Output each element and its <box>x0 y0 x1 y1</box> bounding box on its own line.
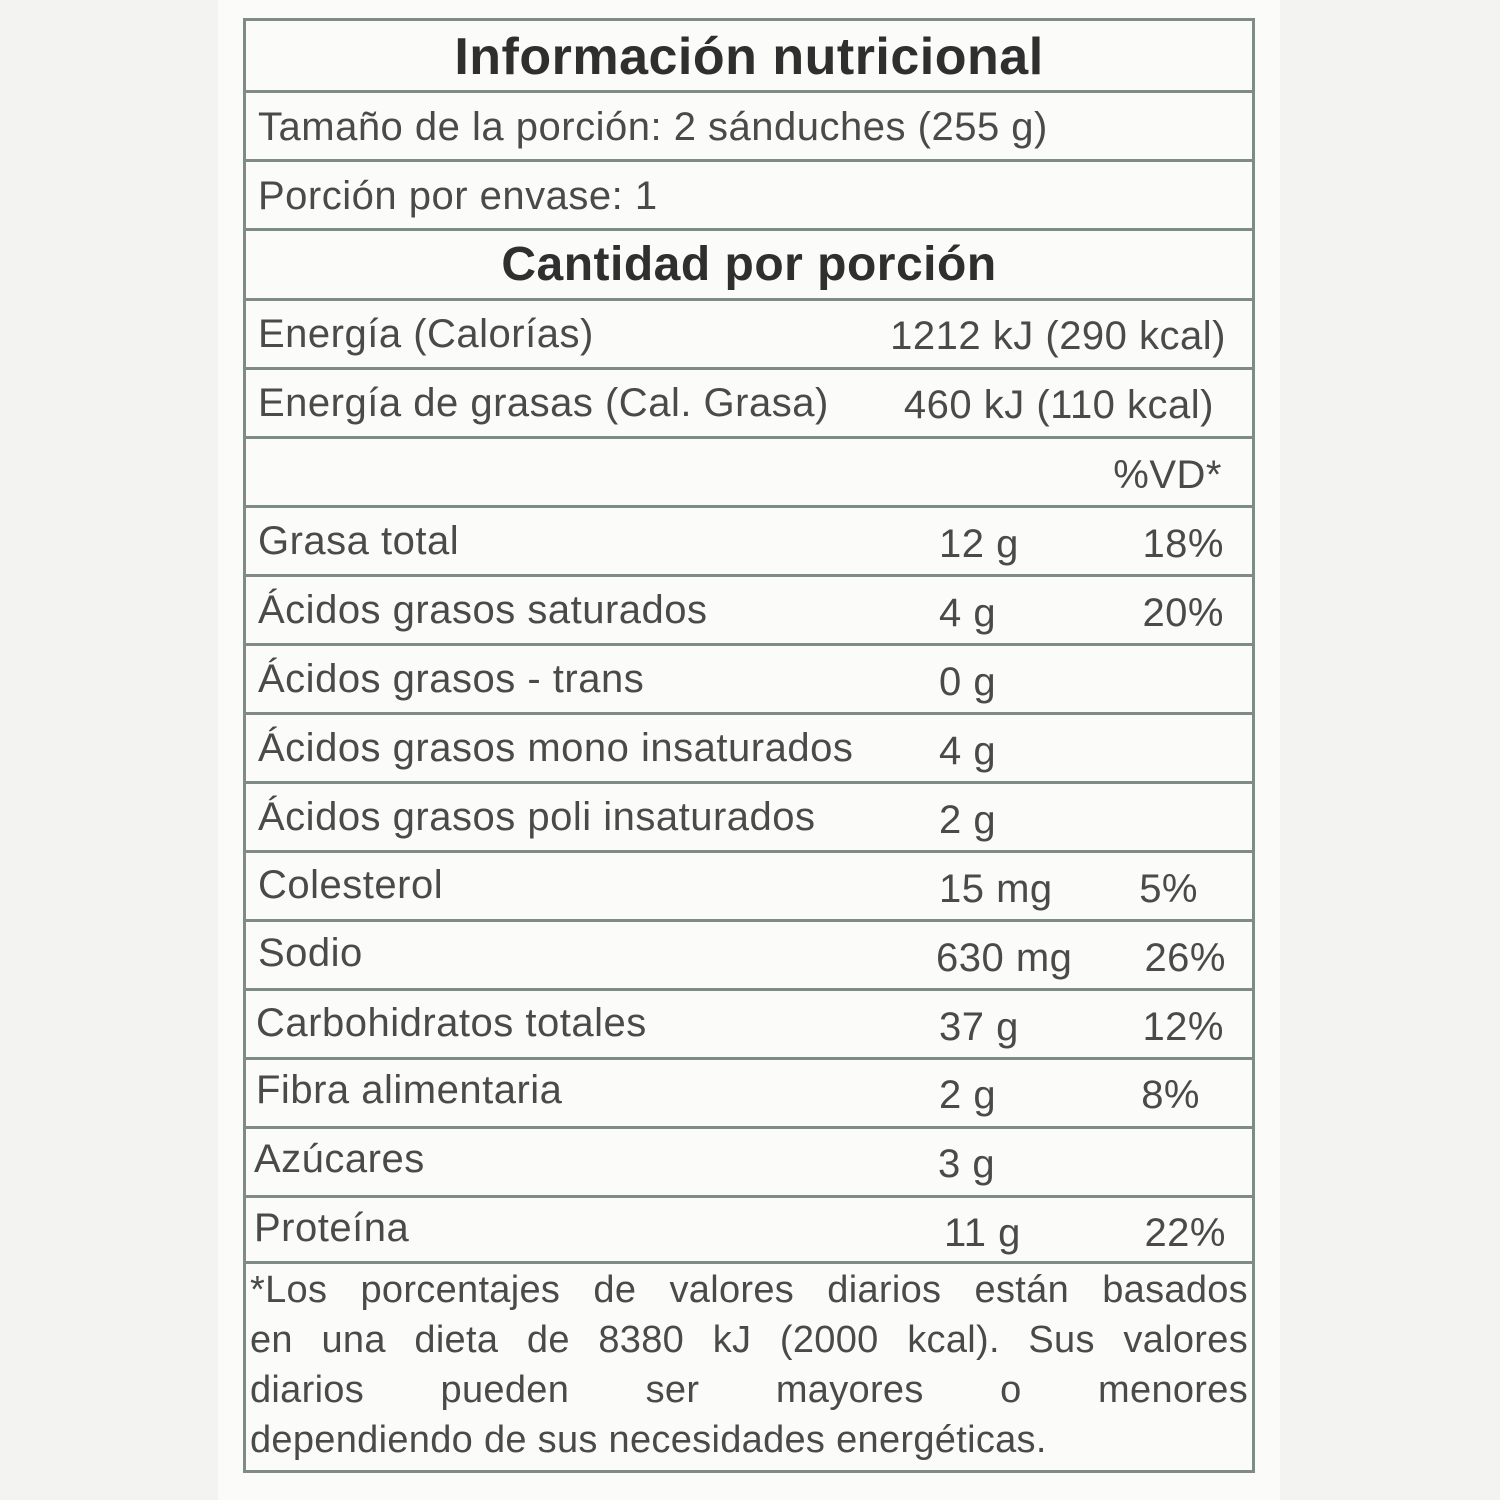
energy-label: Energía (Calorías) <box>258 312 594 356</box>
nutrient-amount: 2 g <box>939 1073 997 1117</box>
nutrient-row <box>246 715 1252 784</box>
nutrient-name: Ácidos grasos saturados <box>258 588 708 632</box>
nutrient-amount: 37 g <box>939 1005 1019 1049</box>
amount-per-serving-row <box>246 231 1252 301</box>
nutrition-facts-table <box>243 18 1255 1473</box>
nutrient-name: Fibra alimentaria <box>256 1068 563 1112</box>
nutrient-row <box>246 922 1252 991</box>
servings-per-container-text: Porción por envase: 1 <box>258 174 658 218</box>
nutrient-amount: 12 g <box>939 522 1019 566</box>
nutrient-name: Sodio <box>258 931 363 975</box>
nutrient-row <box>246 508 1252 577</box>
serving-size-row <box>246 93 1252 162</box>
nutrient-daily-value: 20% <box>1142 591 1224 635</box>
amount-per-serving-header: Cantidad por porción <box>501 238 997 291</box>
footnote-line: en una dieta de 8380 kJ (2000 kcal). Sus valores <box>250 1319 1248 1361</box>
nutrient-name: Ácidos grasos poli insaturados <box>258 795 816 839</box>
fat-energy-label: Energía de grasas (Cal. Grasa) <box>258 381 829 425</box>
nutrient-amount: 2 g <box>939 798 997 842</box>
nutrient-amount: 3 g <box>938 1142 996 1186</box>
nutrient-row <box>246 1198 1252 1264</box>
nutrient-amount: 4 g <box>939 591 997 635</box>
nutrient-row <box>246 646 1252 715</box>
nutrient-name: Azúcares <box>254 1137 425 1181</box>
daily-value-footnote <box>250 1265 1248 1465</box>
nutrient-amount: 15 mg <box>939 867 1053 911</box>
title-row <box>246 21 1252 93</box>
nutrient-row <box>246 577 1252 646</box>
servings-per-container-row <box>246 162 1252 231</box>
nutrient-row <box>246 1129 1252 1198</box>
daily-value-header-row <box>246 439 1252 508</box>
nutrient-daily-value: 26% <box>1144 936 1226 980</box>
energy-value: 1212 kJ (290 kcal) <box>890 314 1226 358</box>
nutrient-daily-value: 8% <box>1141 1073 1200 1117</box>
nutrient-name: Ácidos grasos - trans <box>258 657 645 701</box>
nutrient-name: Carbohidratos totales <box>256 1001 647 1045</box>
nutrient-daily-value: 18% <box>1142 522 1224 566</box>
nutrient-row <box>246 1060 1252 1129</box>
nutrient-amount: 0 g <box>939 660 997 704</box>
nutrient-row <box>246 853 1252 922</box>
fat-energy-value: 460 kJ (110 kcal) <box>903 383 1214 427</box>
nutrient-daily-value: 5% <box>1139 867 1198 911</box>
nutrient-amount: 630 mg <box>936 936 1073 980</box>
nutrient-amount: 4 g <box>939 729 997 773</box>
nutrient-name: Ácidos grasos mono insaturados <box>258 726 854 770</box>
nutrient-row <box>246 991 1252 1060</box>
energy-row <box>246 301 1252 370</box>
nutrient-name: Proteína <box>254 1206 410 1250</box>
nutrient-name: Grasa total <box>258 519 460 563</box>
nutrient-row <box>246 784 1252 853</box>
nutrient-name: Colesterol <box>258 863 444 907</box>
fat-energy-row <box>246 370 1252 439</box>
nutrient-daily-value: 12% <box>1142 1005 1224 1049</box>
daily-value-header: %VD* <box>1113 453 1222 497</box>
nutrient-daily-value: 22% <box>1144 1211 1226 1255</box>
serving-size-text: Tamaño de la porción: 2 sánduches (255 g) <box>258 105 1048 149</box>
table-title: Información nutricional <box>454 28 1044 86</box>
nutrient-amount: 11 g <box>944 1211 1021 1255</box>
footnote-line: *Los porcentajes de valores diarios están basados <box>250 1269 1248 1311</box>
footnote-line: diarios pueden ser mayores o menores <box>250 1369 1248 1411</box>
footnote-line: dependiendo de sus necesidades energéticas. <box>250 1419 1047 1461</box>
